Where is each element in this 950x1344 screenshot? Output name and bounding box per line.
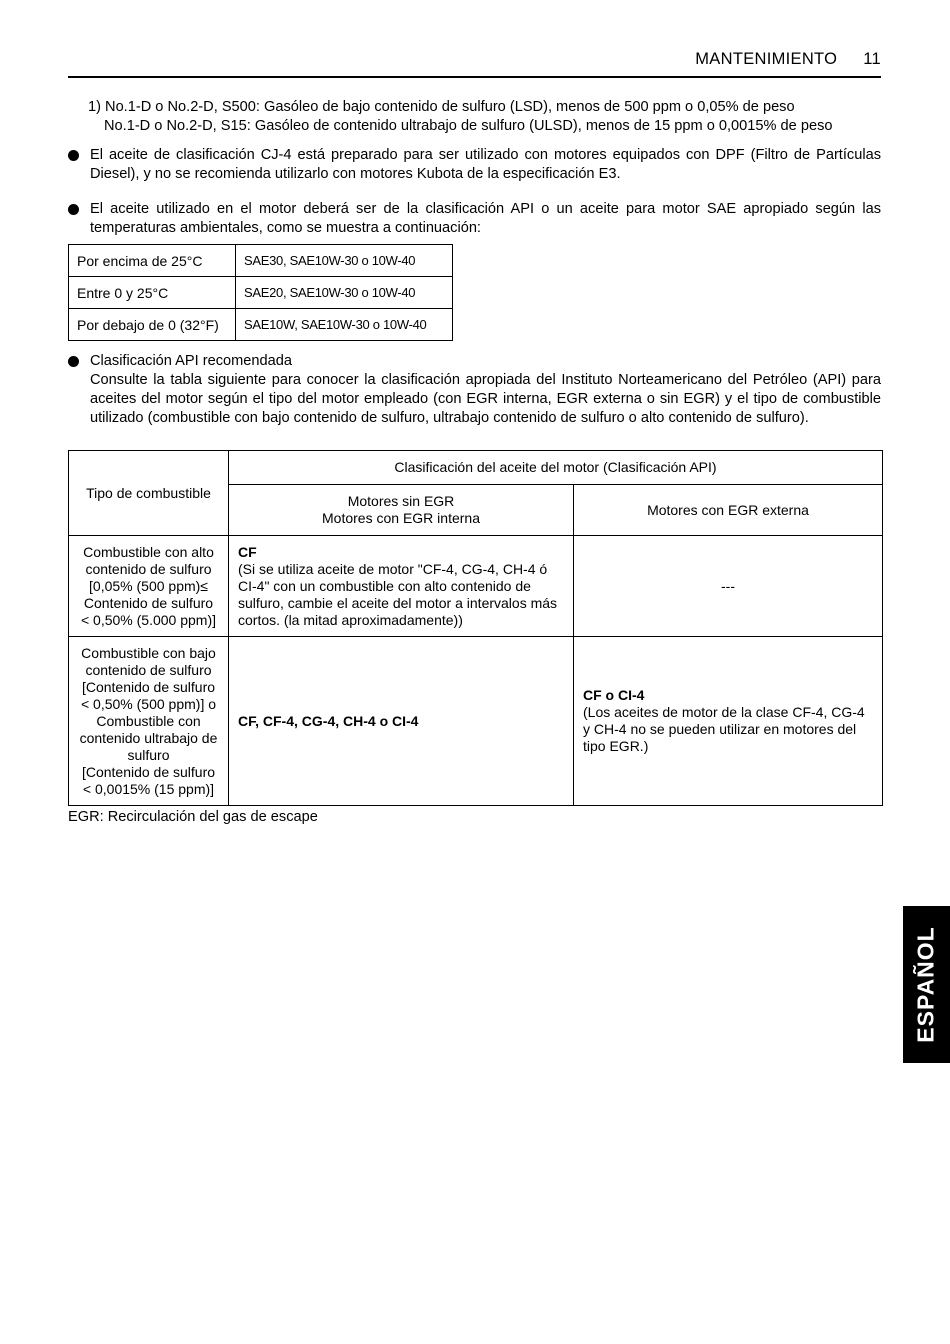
low-sulfur-no-egr-cell bbox=[229, 637, 574, 806]
bullet-api-sae bbox=[68, 200, 881, 238]
table-row bbox=[69, 309, 453, 341]
fuel-text: [0,05% (500 ppm)≤ bbox=[89, 577, 208, 594]
fuel-text: Contenido de sulfuro < 0,50% (5.000 ppm)] bbox=[80, 594, 217, 628]
language-tab bbox=[903, 906, 950, 1063]
bullet-api-recommended bbox=[68, 352, 881, 428]
bullet-icon bbox=[68, 356, 79, 367]
page-header bbox=[68, 50, 881, 78]
table-row bbox=[69, 245, 453, 277]
no-egr-header bbox=[229, 485, 574, 536]
low-sulfur-fuel-cell bbox=[69, 637, 229, 806]
oil-class-note: (Los aceites de motor de la clase CF-4, CG-4 y CH-4 no se pueden utilizar en motores del tipo EGR.) bbox=[583, 704, 865, 754]
temp-cell: Por debajo de 0 (32°F) bbox=[69, 309, 236, 341]
high-sulfur-ext-egr-cell: --- bbox=[574, 536, 883, 637]
api-classification-table bbox=[68, 450, 883, 806]
footnote-line-s15: No.1-D o No.2-D, S15: Gasóleo de contenido ultrabajo de sulfuro (ULSD), menos de 15 ppm o 0,0015% de peso bbox=[104, 118, 833, 134]
oil-cell: SAE10W, SAE10W-30 o 10W-40 bbox=[236, 309, 453, 341]
fuel-text: Combustible con contenido ultrabajo de sulfuro bbox=[79, 712, 218, 763]
table-row bbox=[69, 277, 453, 309]
high-sulfur-no-egr-cell bbox=[229, 536, 574, 637]
page-number: 11 bbox=[863, 50, 881, 68]
no-egr-header-line1: Motores sin EGR bbox=[347, 493, 455, 509]
table-row bbox=[69, 536, 883, 637]
fuel-text: Combustible con bajo contenido de sulfuro bbox=[81, 644, 216, 678]
low-sulfur-ext-egr-cell bbox=[574, 637, 883, 806]
classification-header: Clasificación del aceite del motor (Clasificación API) bbox=[229, 451, 883, 485]
no-egr-header-line2: Motores con EGR interna bbox=[322, 510, 480, 526]
fuel-text: [Contenido de sulfuro < 0,0015% (15 ppm)] bbox=[81, 763, 216, 797]
bullet-text: El aceite utilizado en el motor deberá ser de la clasificación API o un aceite para motor SAE apropiado según las temperaturas ambientales, como se muestra a continuación: bbox=[90, 201, 881, 236]
egr-definition: EGR: Recirculación del gas de escape bbox=[68, 809, 318, 825]
oil-cell: SAE20, SAE10W-30 o 10W-40 bbox=[236, 277, 453, 309]
oil-cell: SAE30, SAE10W-30 o 10W-40 bbox=[236, 245, 453, 277]
fuel-text: [Contenido de sulfuro < 0,50% (500 ppm)] o bbox=[80, 678, 217, 712]
oil-class-note: (Si se utiliza aceite de motor "CF-4, CG-4, CH-4 ó CI-4" con un combustible con alto contenido de sulfuro, cambie el aceite del motor a intervalos más cortos. (la mitad aproximadamente)) bbox=[238, 560, 558, 628]
table-header-row bbox=[69, 451, 883, 485]
fuel-text: Combustible con alto contenido de sulfuro bbox=[83, 543, 214, 577]
fuel-footnote bbox=[88, 98, 888, 136]
language-tab-label: ESPAÑOL bbox=[913, 926, 940, 1043]
table-row bbox=[69, 637, 883, 806]
oil-class-bold: CF bbox=[238, 543, 257, 560]
bullet-title: Clasificación API recomendada bbox=[90, 353, 292, 369]
temperature-oil-table bbox=[68, 244, 453, 341]
footnote-line-s500: 1) No.1-D o No.2-D, S500: Gasóleo de bajo contenido de sulfuro (LSD), menos de 500 ppm o 0,05% de peso bbox=[88, 99, 795, 115]
fuel-type-header: Tipo de combustible bbox=[69, 451, 229, 536]
oil-class-bold: CF, CF-4, CG-4, CH-4 o CI-4 bbox=[238, 712, 419, 729]
bullet-icon bbox=[68, 150, 79, 161]
ext-egr-header: Motores con EGR externa bbox=[574, 485, 883, 536]
bullet-text: El aceite de clasificación CJ-4 está preparado para ser utilizado con motores equipados con DPF (Filtro de Partículas Diesel), y no se recomienda utilizarlo con motores Kubota de la especificación E3. bbox=[90, 147, 881, 182]
high-sulfur-fuel-cell bbox=[69, 536, 229, 637]
section-title: MANTENIMIENTO bbox=[695, 50, 838, 68]
temp-cell: Entre 0 y 25°C bbox=[69, 277, 236, 309]
temp-cell: Por encima de 25°C bbox=[69, 245, 236, 277]
bullet-text: Consulte la tabla siguiente para conocer la clasificación apropiada del Instituto Norteamericano del Petróleo (API) para aceites del motor según el tipo del motor empleado (con EGR interna, EGR externa o sin EGR) y el tipo de combustible utilizado (combustible con bajo contenido de sulfuro, ultrabajo contenido de sulfuro o alto contenido de sulfuro). bbox=[90, 372, 881, 426]
bullet-icon bbox=[68, 204, 79, 215]
oil-class-bold: CF o CI-4 bbox=[583, 687, 645, 703]
bullet-cj4 bbox=[68, 146, 881, 184]
